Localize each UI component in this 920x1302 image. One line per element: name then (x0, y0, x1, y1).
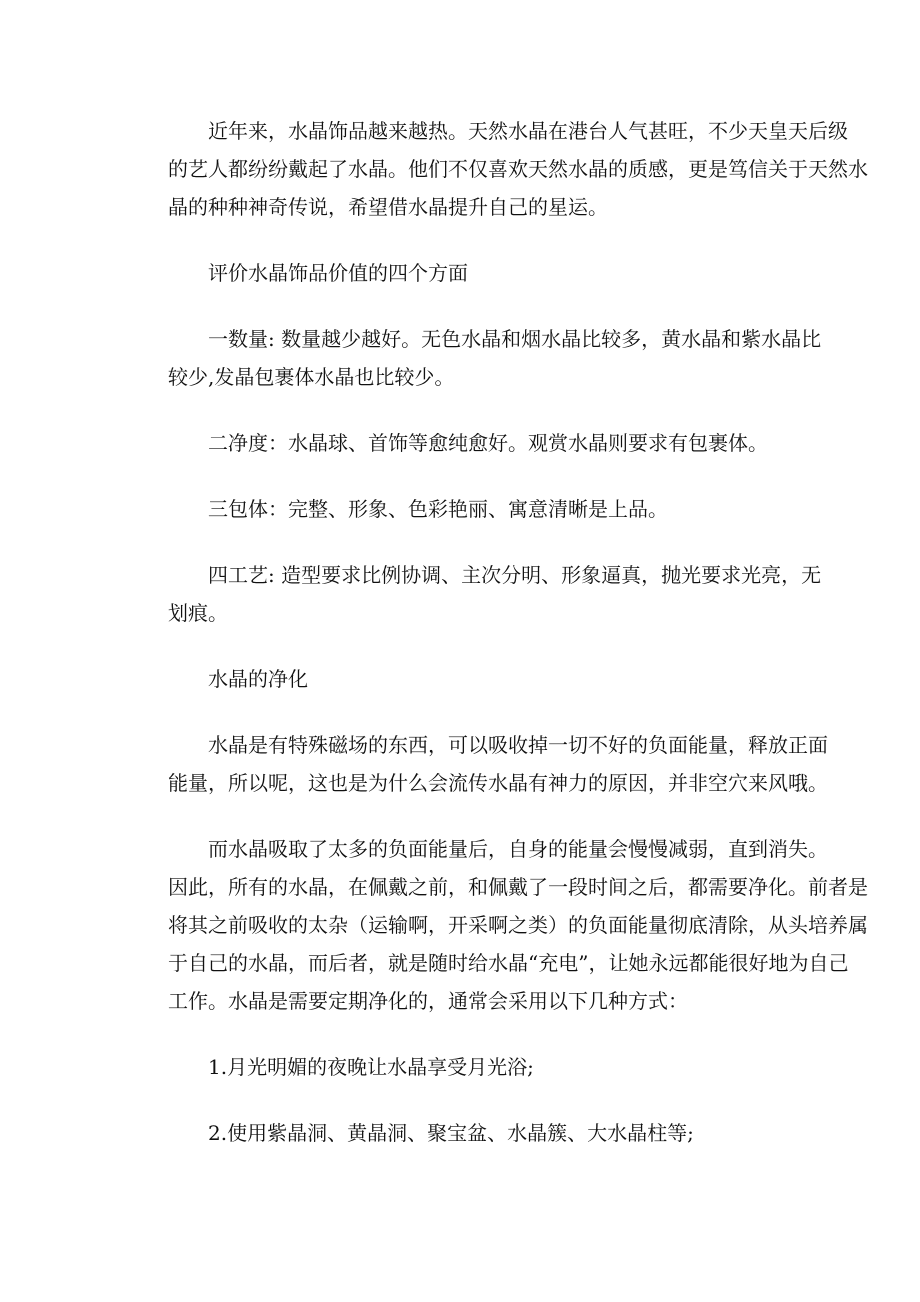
purify-intro-paragraph (168, 726, 828, 802)
paragraph-line: 四工艺: 造型要求比例协调、主次分明、形象逼真，抛光要求光亮，无 (208, 563, 822, 587)
paragraph-line: 晶的种种神奇传说，希望借水晶提升自己的星运。 (168, 195, 608, 219)
paragraph-line: 水晶是有特殊磁场的东西，可以吸收掉一切不好的负面能量，释放正面 (208, 733, 828, 757)
paragraph-line: 较少,发晶包裹体水晶也比较少。 (168, 365, 455, 389)
intro-paragraph (168, 112, 868, 226)
craft-paragraph (168, 556, 822, 632)
quantity-paragraph (168, 320, 822, 396)
paragraph-line: 因此，所有的水晶，在佩戴之前，和佩戴了一段时间之后，都需要净化。前者是 (168, 875, 868, 899)
section-heading-value: 评价水晶饰品价值的四个方面 (208, 261, 468, 285)
method-item-2: 2.使用紫晶洞、黄晶洞、聚宝盆、水晶簇、大水晶柱等; (208, 1121, 694, 1145)
paragraph-line: 能量，所以呢，这也是为什么会流传水晶有神力的原因，并非空穴来风哦。 (168, 771, 828, 795)
purify-detail-paragraph (168, 830, 868, 1020)
clarity-paragraph: 二净度：水晶球、首饰等愈纯愈好。观赏水晶则要求有包裹体。 (208, 431, 768, 455)
method-item-1: 1.月光明媚的夜晚让水晶享受月光浴; (208, 1055, 534, 1079)
paragraph-line: 近年来，水晶饰品越来越热。天然水晶在港台人气甚旺，不少天皇天后级 (208, 119, 848, 143)
paragraph-line: 将其之前吸收的太杂（运输啊，开采啊之类）的负面能量彻底清除，从头培养属 (168, 913, 868, 937)
document-body (168, 112, 868, 1180)
paragraph-line: 划痕。 (168, 601, 228, 625)
inclusion-paragraph: 三包体：完整、形象、色彩艳丽、寓意清晰是上品。 (208, 497, 668, 521)
paragraph-line: 而水晶吸取了太多的负面能量后，自身的能量会慢慢减弱，直到消失。 (208, 837, 828, 861)
section-heading-purify: 水晶的净化 (208, 667, 308, 691)
paragraph-line: 于自己的水晶，而后者，就是随时给水晶“充电”，让她永远都能很好地为自己 (168, 951, 849, 975)
paragraph-line: 工作。水晶是需要定期净化的，通常会采用以下几种方式： (168, 989, 688, 1013)
paragraph-line: 一数量: 数量越少越好。无色水晶和烟水晶比较多，黄水晶和紫水晶比 (208, 327, 822, 351)
paragraph-line: 的艺人都纷纷戴起了水晶。他们不仅喜欢天然水晶的质感，更是笃信关于天然水 (168, 157, 868, 181)
